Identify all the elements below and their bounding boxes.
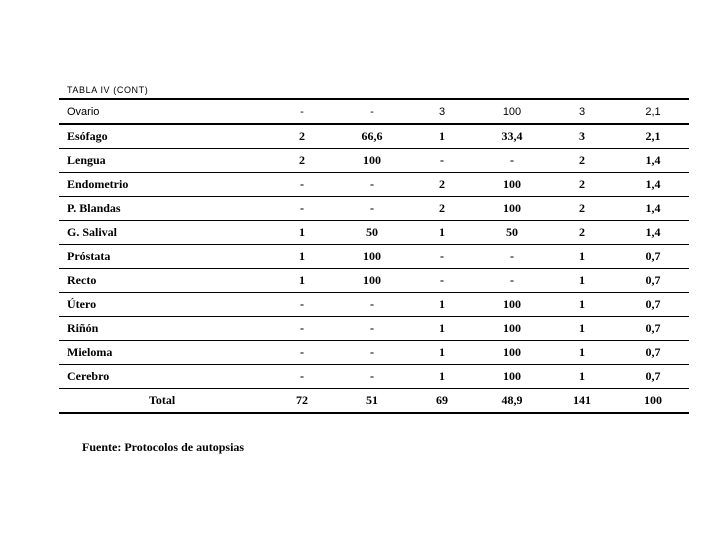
cell-value: 1 xyxy=(267,245,337,269)
cell-value: 100 xyxy=(477,173,547,197)
cell-value: 72 xyxy=(267,389,337,414)
row-label: Cerebro xyxy=(59,365,267,389)
table-body xyxy=(59,99,689,413)
cell-value: 1 xyxy=(547,365,617,389)
cell-value: 100 xyxy=(477,317,547,341)
cell-value: 100 xyxy=(617,389,689,414)
cell-value: 100 xyxy=(477,197,547,221)
cell-value: 141 xyxy=(547,389,617,414)
cell-value: 2 xyxy=(407,197,477,221)
cell-value: - xyxy=(407,269,477,293)
cell-value: 0,7 xyxy=(617,293,689,317)
cell-value: 0,7 xyxy=(617,341,689,365)
row-label: Total xyxy=(59,389,267,414)
cell-value: 100 xyxy=(477,365,547,389)
cell-value: 1 xyxy=(547,269,617,293)
cell-value: 48,9 xyxy=(477,389,547,414)
cell-value: 1,4 xyxy=(617,221,689,245)
cell-value: 1 xyxy=(407,365,477,389)
row-label: G. Salival xyxy=(59,221,267,245)
table-row xyxy=(59,149,689,173)
row-label: Ovario xyxy=(59,99,267,124)
cell-value: 0,7 xyxy=(617,269,689,293)
cell-value: - xyxy=(337,197,407,221)
table-caption: TABLA IV (CONT) xyxy=(67,85,149,95)
cell-value: 100 xyxy=(337,245,407,269)
cell-value: 69 xyxy=(407,389,477,414)
table-row xyxy=(59,341,689,365)
cell-value: - xyxy=(337,173,407,197)
cell-value: - xyxy=(337,365,407,389)
cell-value: 2 xyxy=(547,173,617,197)
table-row xyxy=(59,221,689,245)
table-row xyxy=(59,99,689,124)
row-label: Endometrio xyxy=(59,173,267,197)
cell-value: 1 xyxy=(267,221,337,245)
table-row xyxy=(59,197,689,221)
cell-value: 3 xyxy=(547,124,617,149)
cell-value: - xyxy=(337,99,407,124)
cell-value: 100 xyxy=(337,149,407,173)
cell-value: 66,6 xyxy=(337,124,407,149)
cell-value: 3 xyxy=(547,99,617,124)
cell-value: 0,7 xyxy=(617,245,689,269)
cell-value: - xyxy=(477,269,547,293)
cell-value: 100 xyxy=(477,341,547,365)
cell-value: 100 xyxy=(477,293,547,317)
cell-value: 3 xyxy=(407,99,477,124)
cell-value: - xyxy=(477,149,547,173)
cell-value: 1 xyxy=(407,341,477,365)
cell-value: - xyxy=(337,341,407,365)
cell-value: 2 xyxy=(267,124,337,149)
cell-value: 1 xyxy=(407,293,477,317)
cell-value: 0,7 xyxy=(617,317,689,341)
table-row xyxy=(59,269,689,293)
cell-value: - xyxy=(267,365,337,389)
cell-value: 0,7 xyxy=(617,365,689,389)
cell-value: - xyxy=(337,317,407,341)
cell-value: 33,4 xyxy=(477,124,547,149)
cell-value: 2 xyxy=(547,221,617,245)
cell-value: 1 xyxy=(547,293,617,317)
cell-value: 1 xyxy=(547,245,617,269)
table-row xyxy=(59,293,689,317)
data-table xyxy=(59,98,689,414)
cell-value: 2,1 xyxy=(617,124,689,149)
cell-value: 1,4 xyxy=(617,173,689,197)
table-row xyxy=(59,317,689,341)
cell-value: - xyxy=(407,245,477,269)
cell-value: 1,4 xyxy=(617,197,689,221)
cell-value: 2,1 xyxy=(617,99,689,124)
table-row xyxy=(59,245,689,269)
row-label: Riñón xyxy=(59,317,267,341)
row-label: Lengua xyxy=(59,149,267,173)
cell-value: - xyxy=(267,173,337,197)
cell-value: 2 xyxy=(407,173,477,197)
cell-value: 2 xyxy=(267,149,337,173)
row-label: Esófago xyxy=(59,124,267,149)
cell-value: 1 xyxy=(547,317,617,341)
cell-value: - xyxy=(477,245,547,269)
cell-value: 1 xyxy=(407,221,477,245)
cell-value: 2 xyxy=(547,149,617,173)
row-label: Recto xyxy=(59,269,267,293)
cell-value: 50 xyxy=(477,221,547,245)
cell-value: 2 xyxy=(547,197,617,221)
cell-value: 100 xyxy=(337,269,407,293)
cell-value: - xyxy=(407,149,477,173)
table-row xyxy=(59,365,689,389)
data-table-container xyxy=(59,98,689,414)
row-label: P. Blandas xyxy=(59,197,267,221)
cell-value: - xyxy=(267,293,337,317)
cell-value: 1 xyxy=(407,124,477,149)
cell-value: 1 xyxy=(267,269,337,293)
cell-value: 50 xyxy=(337,221,407,245)
cell-value: - xyxy=(337,293,407,317)
table-row xyxy=(59,124,689,149)
cell-value: - xyxy=(267,99,337,124)
source-note: Fuente: Protocolos de autopsias xyxy=(82,440,245,454)
cell-value: 1 xyxy=(547,341,617,365)
cell-value: 1 xyxy=(407,317,477,341)
table-row xyxy=(59,173,689,197)
cell-value: 1,4 xyxy=(617,149,689,173)
row-label: Útero xyxy=(59,293,267,317)
cell-value: - xyxy=(267,317,337,341)
row-label: Próstata xyxy=(59,245,267,269)
cell-value: - xyxy=(267,341,337,365)
table-row xyxy=(59,389,689,414)
cell-value: 51 xyxy=(337,389,407,414)
row-label: Mieloma xyxy=(59,341,267,365)
cell-value: 100 xyxy=(477,99,547,124)
cell-value: - xyxy=(267,197,337,221)
